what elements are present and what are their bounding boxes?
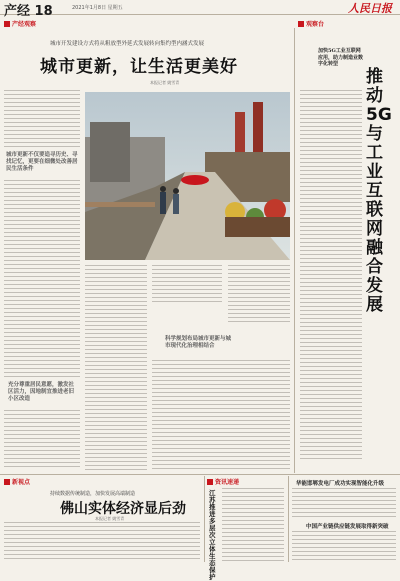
body-text-block — [4, 522, 200, 562]
body-text-block — [4, 410, 80, 470]
body-text-block — [4, 90, 80, 150]
body-text-block — [228, 265, 290, 325]
body-text-block — [152, 360, 290, 470]
issue-date: 2021年1月8日 星期五 — [72, 5, 123, 11]
bottom-article-kicker: 持续数据传统制造，加快发展高端制造 — [50, 491, 136, 497]
column-tag-new-view: 新视点 — [4, 477, 30, 486]
section-divider — [0, 474, 400, 475]
section-name: 产经 18 — [4, 4, 53, 19]
bottom-article-title: 佛山实体经济显后劲 — [60, 501, 186, 517]
pullquote-1: 城市更新不仅要追寻历史、寻找记忆，更要在细微处改善居民生活条件 — [6, 152, 78, 172]
tag-square-icon — [4, 479, 10, 485]
bottom-right-item2-title: 中国产业链供应链发展取得新突破 — [306, 524, 389, 530]
right-article-lead: 加快5G工业互联网应用，助力制造业数字化转型 — [318, 48, 364, 67]
tag-square-icon — [207, 479, 213, 485]
column-tag-observation: 观察台 — [298, 19, 324, 28]
tag-square-icon — [4, 21, 10, 27]
column-tag-news: 资讯速递 — [207, 477, 239, 486]
main-photo — [85, 92, 290, 260]
bottom-mid-title: 江苏推进多层次立体生态保护 — [209, 489, 216, 581]
body-text-block — [4, 180, 80, 380]
main-article-kicker: 城市开发建设方式将从粗放型外延式发展转向集约型内涵式发展 — [50, 41, 205, 47]
street-scene-image — [85, 92, 290, 260]
body-text-block — [300, 90, 362, 460]
tag-square-icon — [298, 21, 304, 27]
bottom-article-byline: 本报记者 姚雪青 — [95, 516, 125, 521]
pullquote-2: 充分尊重居民意愿，激发社区活力，因地制宜推进老旧小区改造 — [8, 382, 75, 402]
column-divider — [294, 28, 295, 473]
body-text-block — [85, 265, 147, 470]
bottom-right-item1-title: 华能邯郸发电厂成功实现智能化升级 — [296, 481, 385, 487]
column-divider — [288, 476, 289, 562]
body-text-block — [152, 265, 222, 305]
body-text-block — [222, 488, 284, 562]
main-article-title: 城市更新，让生活更美好 — [40, 57, 238, 77]
column-tag-industry: 产经观察 — [4, 19, 36, 28]
body-text-block — [292, 531, 396, 562]
pullquote-3: 科学规划布局城市更新与城市现代化治理相结合 — [165, 336, 232, 349]
page-header — [0, 0, 400, 19]
column-divider — [204, 476, 205, 562]
right-article-title: 推动5G与工业互联网融合发展 — [366, 67, 392, 315]
newspaper-logo: 人民日报 — [348, 2, 392, 15]
main-article-byline: 本报记者 姚雪青 — [150, 80, 180, 85]
body-text-block — [292, 488, 396, 518]
